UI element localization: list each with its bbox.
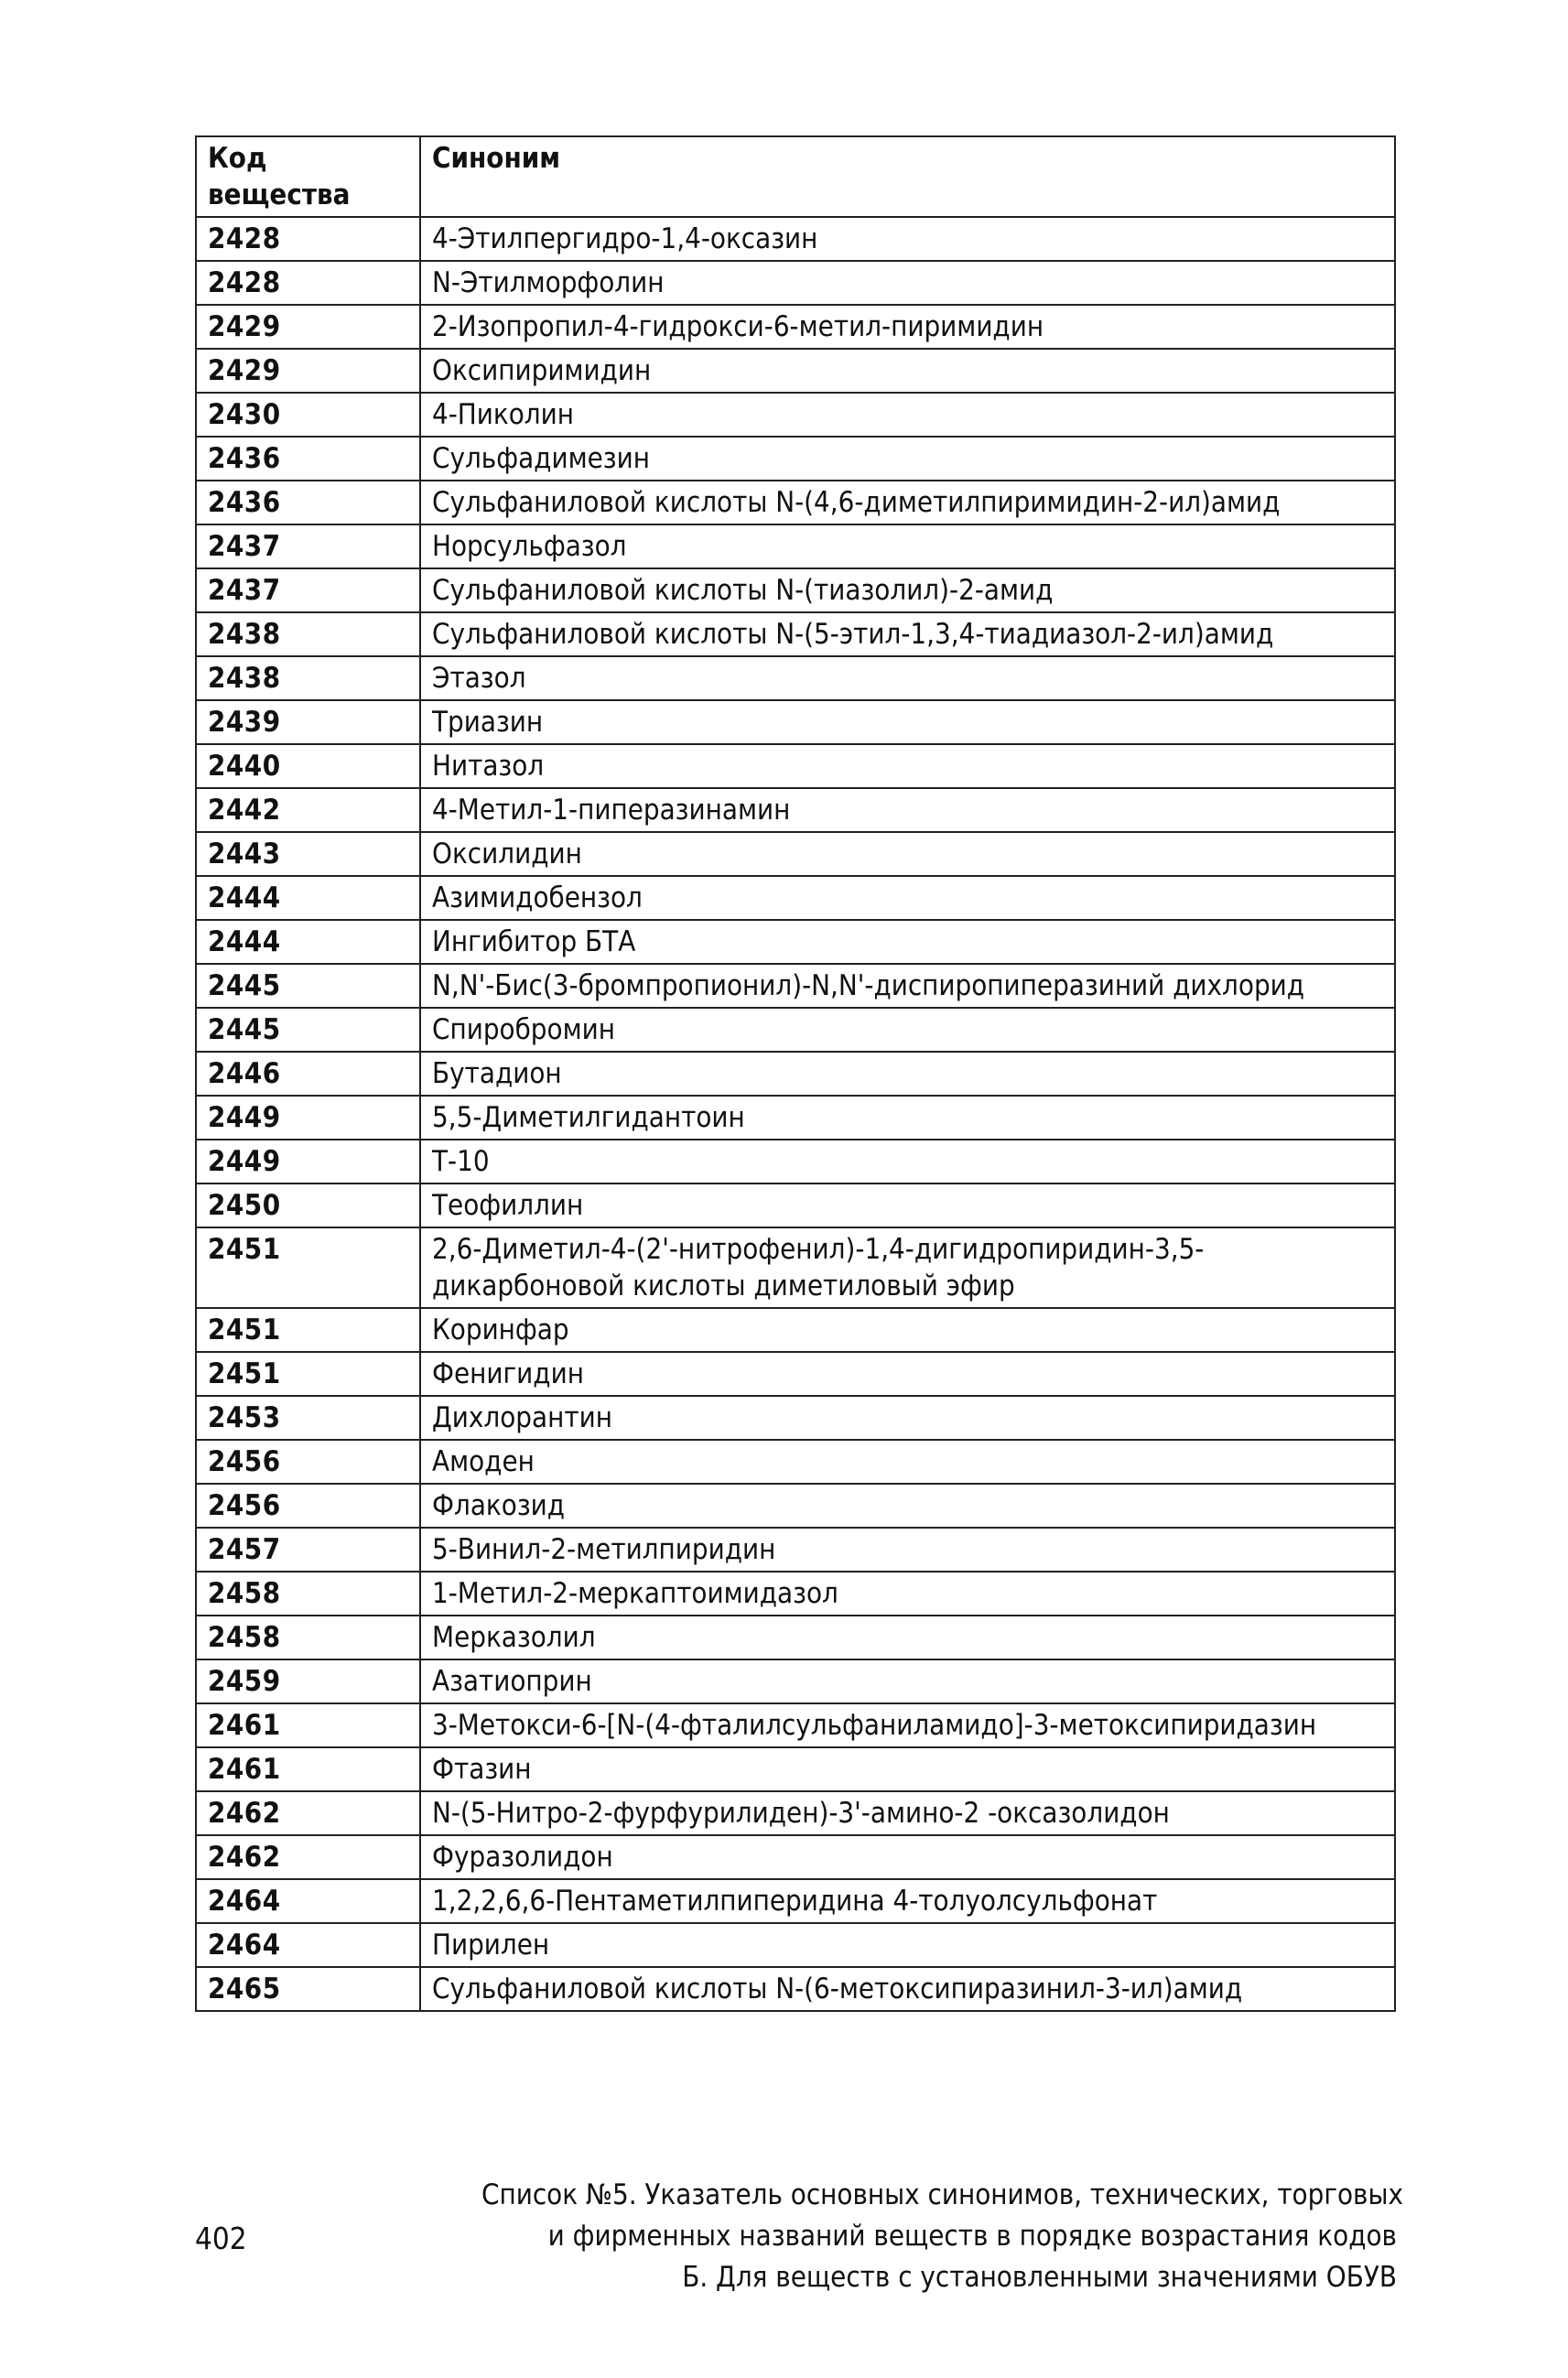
synonyms-table <box>195 135 1396 2012</box>
table-row <box>196 832 1395 876</box>
table-row <box>196 1396 1395 1440</box>
substance-code: 2429 <box>196 305 420 349</box>
synonym-cell: Ингибитор БТА <box>420 920 1395 964</box>
substance-code: 2442 <box>196 788 420 832</box>
substance-code: 2462 <box>196 1791 420 1835</box>
substance-code: 2430 <box>196 393 420 437</box>
synonym-cell: Пирилен <box>420 1923 1395 1967</box>
synonym-cell: 4-Пиколин <box>420 393 1395 437</box>
synonym-cell: Спиробромин <box>420 1008 1395 1052</box>
substance-code: 2449 <box>196 1140 420 1184</box>
synonym-cell: 4-Метил-1-пиперазинамин <box>420 788 1395 832</box>
table-row <box>196 1747 1395 1791</box>
substance-code: 2458 <box>196 1616 420 1659</box>
substance-code: 2428 <box>196 217 420 261</box>
synonym-cell: Сульфаниловой кислоты N-(4,6-диметилпиримидин-2-ил)амид <box>420 481 1395 524</box>
table-row <box>196 788 1395 832</box>
synonym-cell: Фуразолидон <box>420 1835 1395 1879</box>
table-row <box>196 524 1395 568</box>
table-row <box>196 305 1395 349</box>
table-row <box>196 481 1395 524</box>
substance-code: 2438 <box>196 656 420 700</box>
synonym-cell: Этазол <box>420 656 1395 700</box>
synonym-cell: 3-Метокси-6-[N-(4-фталилсульфаниламидо]-3-метоксипиридазин <box>420 1703 1395 1747</box>
table-row <box>196 1967 1395 2011</box>
table-row <box>196 1440 1395 1484</box>
substance-code: 2451 <box>196 1308 420 1352</box>
header-synonym: Синоним <box>420 136 1395 217</box>
table-row <box>196 1659 1395 1703</box>
page-caption <box>481 2175 1404 2298</box>
table-row <box>196 1879 1395 1923</box>
substance-code: 2464 <box>196 1923 420 1967</box>
table-row <box>196 656 1395 700</box>
synonym-cell: Бутадион <box>420 1052 1395 1096</box>
table-row <box>196 1140 1395 1184</box>
table-row <box>196 1572 1395 1616</box>
synonym-cell: 2-Изопропил-4-гидрокси-6-метил-пиримидин <box>420 305 1395 349</box>
substance-code: 2437 <box>196 524 420 568</box>
table-row <box>196 744 1395 788</box>
synonym-cell: N-(5-Нитро-2-фурфурилиден)-3'-амино-2 -оксазолидон <box>420 1791 1395 1835</box>
synonym-cell: Фенигидин <box>420 1352 1395 1396</box>
synonym-cell: 1,2,2,6,6-Пентаметилпиперидина 4-толуолсульфонат <box>420 1879 1395 1923</box>
substance-code: 2444 <box>196 876 420 920</box>
table-row <box>196 964 1395 1008</box>
page-number: 402 <box>195 2221 247 2256</box>
table-row <box>196 1835 1395 1879</box>
synonym-cell: Азатиоприн <box>420 1659 1395 1703</box>
synonym-cell: Сульфаниловой кислоты N-(5-этил-1,3,4-тиадиазол-2-ил)амид <box>420 612 1395 656</box>
synonym-cell: Азимидобензол <box>420 876 1395 920</box>
table-row <box>196 349 1395 393</box>
table-row <box>196 437 1395 481</box>
table-body <box>196 217 1395 2011</box>
synonym-cell: Фтазин <box>420 1747 1395 1791</box>
substance-code: 2461 <box>196 1747 420 1791</box>
synonym-cell: N-Этилморфолин <box>420 261 1395 305</box>
substance-code: 2438 <box>196 612 420 656</box>
synonym-cell: Сульфаниловой кислоты N-(тиазолил)-2-амид <box>420 568 1395 612</box>
substance-code: 2429 <box>196 349 420 393</box>
substance-code: 2436 <box>196 437 420 481</box>
substance-code: 2453 <box>196 1396 420 1440</box>
synonym-cell: Нитазол <box>420 744 1395 788</box>
substance-code: 2456 <box>196 1440 420 1484</box>
synonym-cell: Сульфадимезин <box>420 437 1395 481</box>
synonym-cell: 2,6-Диметил-4-(2'-нитрофенил)-1,4-дигидропиридин-3,5-дикарбоновой кислоты диметиловый эфир <box>420 1227 1395 1308</box>
substance-code: 2464 <box>196 1879 420 1923</box>
header-code: Код вещества <box>196 136 420 217</box>
table-row <box>196 1484 1395 1528</box>
table-row <box>196 1008 1395 1052</box>
substance-code: 2465 <box>196 1967 420 2011</box>
substance-code: 2458 <box>196 1572 420 1616</box>
synonym-cell: 4-Этилпергидро-1,4-оксазин <box>420 217 1395 261</box>
table-row <box>196 700 1395 744</box>
synonym-cell: N,N'-Бис(3-бромпропионил)-N,N'-диспиропиперазиний дихлорид <box>420 964 1395 1008</box>
table-row <box>196 1052 1395 1096</box>
table-row <box>196 1308 1395 1352</box>
table-row <box>196 1528 1395 1572</box>
table-row <box>196 612 1395 656</box>
substance-code: 2462 <box>196 1835 420 1879</box>
substance-code: 2446 <box>196 1052 420 1096</box>
substance-code: 2457 <box>196 1528 420 1572</box>
table-row <box>196 1923 1395 1967</box>
table-row <box>196 1791 1395 1835</box>
table-row <box>196 1096 1395 1140</box>
synonym-cell: 5-Винил-2-метилпиридин <box>420 1528 1395 1572</box>
synonym-cell: Дихлорантин <box>420 1396 1395 1440</box>
substance-code: 2451 <box>196 1352 420 1396</box>
table-row <box>196 1352 1395 1396</box>
substance-code: 2444 <box>196 920 420 964</box>
synonym-cell: Т-10 <box>420 1140 1395 1184</box>
substance-code: 2440 <box>196 744 420 788</box>
table-row <box>196 261 1395 305</box>
synonym-cell: Оксипиримидин <box>420 349 1395 393</box>
caption-line: Список №5. Указатель основных синонимов, технических, торговых <box>481 2178 1404 2211</box>
table-row <box>196 920 1395 964</box>
table-row <box>196 1227 1395 1308</box>
substance-code: 2436 <box>196 481 420 524</box>
synonym-cell: Оксилидин <box>420 832 1395 876</box>
substance-code: 2428 <box>196 261 420 305</box>
substance-code: 2451 <box>196 1227 420 1308</box>
synonym-cell: Норсульфазол <box>420 524 1395 568</box>
synonym-cell: Мерказолил <box>420 1616 1395 1659</box>
substance-code: 2445 <box>196 1008 420 1052</box>
substance-code: 2461 <box>196 1703 420 1747</box>
substance-code: 2449 <box>196 1096 420 1140</box>
table-row <box>196 1184 1395 1227</box>
substance-code: 2456 <box>196 1484 420 1528</box>
table-row <box>196 876 1395 920</box>
table-row <box>196 217 1395 261</box>
table-row <box>196 568 1395 612</box>
substance-code: 2450 <box>196 1184 420 1227</box>
substance-code: 2443 <box>196 832 420 876</box>
synonym-cell: Коринфар <box>420 1308 1395 1352</box>
synonym-cell: Теофиллин <box>420 1184 1395 1227</box>
caption-line: и фирменных названий веществ в порядке возрастания кодов <box>547 2220 1397 2253</box>
substance-code: 2445 <box>196 964 420 1008</box>
substance-code: 2459 <box>196 1659 420 1703</box>
table-row <box>196 1703 1395 1747</box>
synonym-cell: Сульфаниловой кислоты N-(6-метоксипиразинил-3-ил)амид <box>420 1967 1395 2011</box>
table-row <box>196 393 1395 437</box>
table-header-row <box>196 136 1395 217</box>
substance-code: 2439 <box>196 700 420 744</box>
caption-line: Б. Для веществ с установленными значениями ОБУВ <box>682 2261 1397 2294</box>
synonym-cell: 5,5-Диметилгидантоин <box>420 1096 1395 1140</box>
synonym-cell: 1-Метил-2-меркаптоимидазол <box>420 1572 1395 1616</box>
synonym-cell: Амоден <box>420 1440 1395 1484</box>
synonym-cell: Триазин <box>420 700 1395 744</box>
synonym-cell: Флакозид <box>420 1484 1395 1528</box>
substance-code: 2437 <box>196 568 420 612</box>
table-row <box>196 1616 1395 1659</box>
